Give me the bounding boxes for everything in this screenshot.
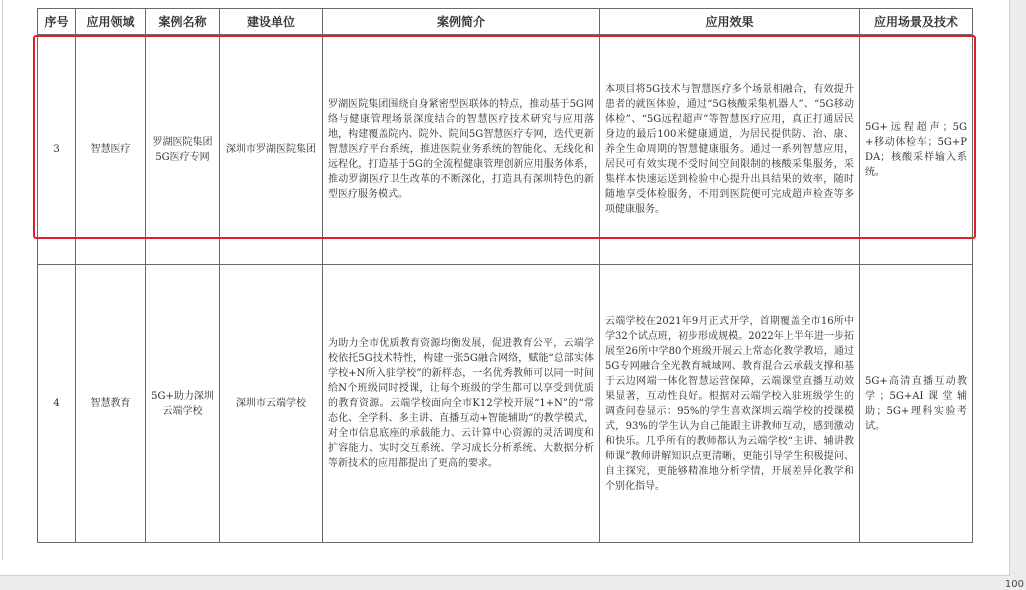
cell-unit: 深圳市云端学校: [220, 265, 323, 543]
cell-effect: 本项目将5G技术与智慧医疗多个场景相融合，有效提升患者的就医体验，通过“5G核酸采集机器人”、“5G移动体检”、“5G远程超声”等智慧医疗应用，真正打通居民身边的最后100米健康通道，为居民提供防、治、康、养全生命周期的智慧健康服务。通过一系列智慧应用，居民可有效实现不受时间空间限制的核酸采集服务，采集样本快速运送到检验中心提升出具结果的效率，随时随地享受体检服务，不用到医院便可完成超声检查等多项健康服务。: [600, 35, 860, 265]
cell-effect: 云端学校在2021年9月正式开学，首期覆盖全市16所中学32个试点班，初步形成规模。2022年上半年进一步拓展至26所中学80个班级开展云上常态化教学教培，通过5G专网融合全光教育城域网、教育混合云承载支撑和基于云边网端一体化智慧运营保障，云端课堂直播互动效果显著，互动性良好。根据对云端学校入驻班级学生的调查问卷显示：95%的学生喜欢深圳云端学校的授课模式，93%的学生认为自己能跟主讲教师互动，感到激动和快乐。几乎所有的教师都认为云端学校“主讲、辅讲教师课”教师讲解知识点更清晰，更能引导学生积极提问、自主探究，更能够精准地分析学情，开展差异化教学和个别化指导。: [600, 265, 860, 543]
cell-case-name: 罗湖医院集团5G医疗专网: [146, 35, 220, 265]
header-intro: 案例简介: [323, 9, 600, 35]
cell-no: 4: [38, 265, 76, 543]
header-unit: 建设单位: [220, 9, 323, 35]
case-table: [37, 8, 973, 543]
cell-no: 3: [38, 35, 76, 265]
page-margin-line: [2, 0, 3, 560]
header-no: 序号: [38, 9, 76, 35]
cell-unit: 深圳市罗湖医院集团: [220, 35, 323, 265]
table-header-row: [38, 9, 973, 35]
cell-intro: 为助力全市优质教育资源均衡发展，促进教育公平，云端学校依托5G技术特性，构建一张5G融合网络，赋能“总部实体学校+N所入驻学校”的新样态，一名优秀教师可以同一时间给N个班级同时授课，让每个班级的学生都可以享受到优质的教育资源。云端学校面向全市K12学校开展“1+N”的“常态化、全学科、多主讲、直播互动+智能辅助”的教学模式，对全市信息底座的承载能力、云计算中心资源的灵活调度和扩容能力、实时交互系统、学习成长分析系统、大数据分析等新技术的应用都提出了更高的要求。: [323, 265, 600, 543]
cell-tech: 5G+远程超声；5G+移动体检车；5G+PDA；核酸采样输入系统。: [860, 35, 973, 265]
cell-field: 智慧医疗: [76, 35, 146, 265]
cell-field: 智慧教育: [76, 265, 146, 543]
header-effect: 应用效果: [600, 9, 860, 35]
cell-tech: 5G+高清直播互动教学；5G+AI课堂辅助；5G+理科实验考试。: [860, 265, 973, 543]
table-row: [38, 35, 973, 265]
zoom-level: 100: [1004, 579, 1024, 590]
cell-case-name: 5G+助力深圳云端学校: [146, 265, 220, 543]
header-tech: 应用场景及技术: [860, 9, 973, 35]
table-row: [38, 265, 973, 543]
cell-intro: 罗湖医院集团围绕自身紧密型医联体的特点，推动基于5G网络与健康管理场景深度结合的智慧医疗技术研究与应用落地，构建覆盖院内、院外、院间5G智慧医疗专网，迭代更新智慧医疗平台系统，推进医院业务系统的智能化、无线化和远程化，打造基于5G的全流程健康管理创新应用服务体系，推动罗湖医疗卫生改革的不断深化，打造具有深圳特色的新型医疗服务模式。: [323, 35, 600, 265]
header-case-name: 案例名称: [146, 9, 220, 35]
header-field: 应用领域: [76, 9, 146, 35]
